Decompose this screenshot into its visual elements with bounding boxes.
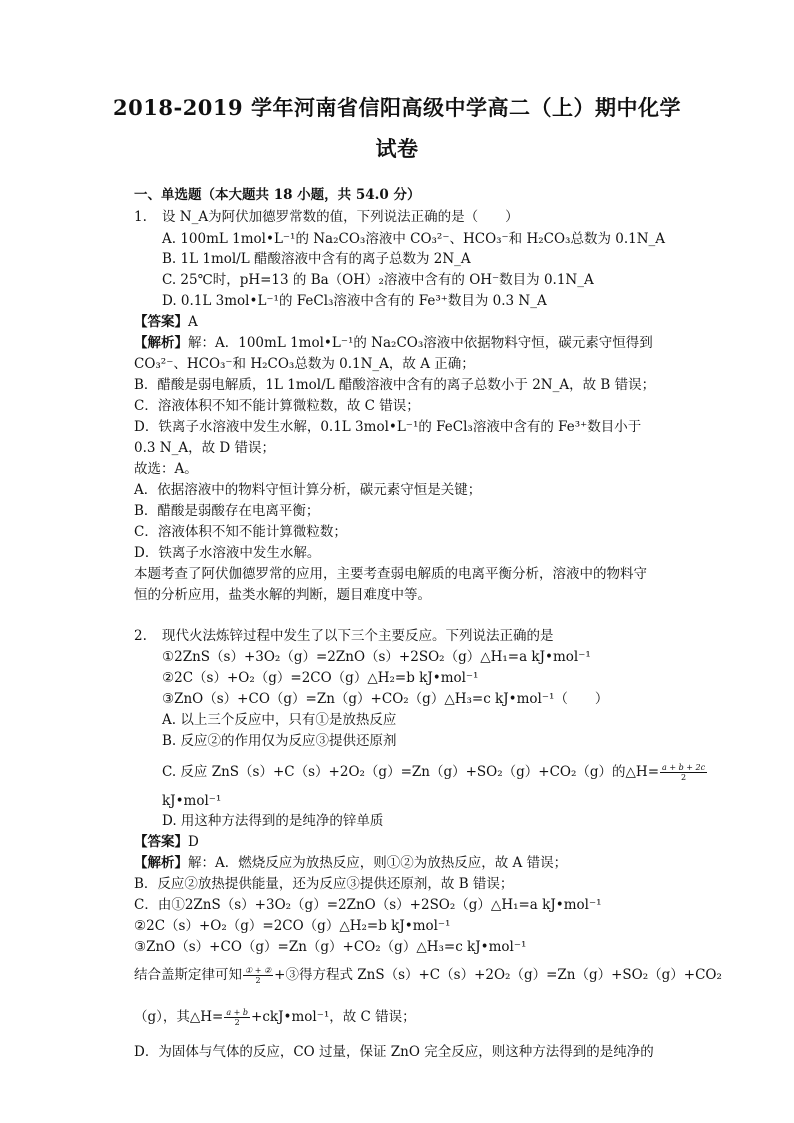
q2-option-d: D. 用这种方法得到的是纯净的锌单质 xyxy=(162,813,384,829)
q1-analysis-tag: 【解析】 xyxy=(134,335,188,351)
q2-reaction-2: ②2C（s）+O₂（g）=2CO（g）△H₂=b kJ•mol⁻¹ xyxy=(162,670,479,686)
fraction-denominator: 2 xyxy=(234,1018,240,1027)
document-title-line-1: 2018-2019 学年河南省信阳高级中学高二（上）期中化学 xyxy=(113,95,681,120)
q1-analysis-line-4: D．铁离子水溶液中发生水解，0.1L 3mol•L⁻¹的 FeCl₃溶液中含有的 Fe³⁺数目小于 xyxy=(134,419,642,435)
q1-option-c: C. 25℃时，pH=13 的 Ba（OH）₂溶液中含有的 OH⁻数目为 0.1N_A xyxy=(162,272,594,288)
q1-analysis-line-5: 0.3 N_A，故 D 错误； xyxy=(134,440,275,456)
q1-analysis-line-10: D．铁离子水溶液中发生水解。 xyxy=(134,545,321,561)
q2-option-b: B. 反应②的作用仅为反应③提供还原剂 xyxy=(162,733,397,749)
q2-analysis-text-7b: +ckJ•mol⁻¹，故 C 错误； xyxy=(251,1009,416,1025)
q1-analysis-line-0 xyxy=(134,334,653,352)
q2-stem: 现代火法炼锌过程中发生了以下三个主要反应。下列说法正确的是 xyxy=(162,628,554,644)
q1-analysis-line-11: 本题考查了阿伏伽德罗常的应用，主要考查弱电解质的电离平衡分析，溶液中的物料守 xyxy=(134,566,647,582)
section-heading: 一、单选题（本大题共 18 小题，共 54.0 分） xyxy=(134,187,421,203)
q2-reaction-1: ①2ZnS（s）+3O₂（g）=2ZnO（s）+2SO₂（g）△H₁=a kJ•mol⁻¹ xyxy=(162,649,591,665)
q2-analysis-fraction-2 xyxy=(224,1008,250,1027)
fraction-numerator: a + b xyxy=(226,1008,249,1017)
q1-analysis-line-3: C．溶液体积不知不能计算微粒数，故 C 错误； xyxy=(134,398,420,414)
q2-analysis-fraction-1 xyxy=(243,966,273,985)
q1-analysis-line-8: B．醋酸是弱酸存在电离平衡； xyxy=(134,503,320,519)
q2-answer-row xyxy=(134,833,199,851)
q2-analysis-text-6a: 结合盖斯定律可知 xyxy=(134,967,242,983)
q1-stem: 设 N_A为阿伏加德罗常数的值，下列说法正确的是（ ） xyxy=(162,209,519,225)
q2-analysis-line-2: B．反应②放热提供能量，还为反应③提供还原剂，故 B 错误； xyxy=(134,876,514,892)
q2-analysis-line-5: ③ZnO（s）+CO（g）=Zn（g）+CO₂（g）△H₃=c kJ•mol⁻¹ xyxy=(134,939,527,955)
fraction-numerator: a + b + 2c xyxy=(662,763,706,772)
q2-analysis-line-6 xyxy=(134,966,722,985)
q2-analysis-line-7 xyxy=(134,1008,416,1027)
document-title-line-2: 试卷 xyxy=(375,136,419,161)
q2-option-a: A. 以上三个反应中，只有①是放热反应 xyxy=(162,712,397,728)
q2-option-c-fraction xyxy=(660,763,707,782)
q1-analysis-line-6: 故选：A。 xyxy=(134,461,198,477)
q1-analysis-line-9: C．溶液体积不知不能计算微粒数； xyxy=(134,524,347,540)
q2-analysis-text-1: 解：A．燃烧反应为放热反应，则①②为放热反应，故 A 错误； xyxy=(188,855,568,871)
q2-reaction-3: ③ZnO（s）+CO（g）=Zn（g）+CO₂（g）△H₃=c kJ•mol⁻¹（ ） xyxy=(162,691,609,707)
q2-answer-tag: 【答案】 xyxy=(134,834,188,850)
q1-option-b: B. 1L 1mol/L 醋酸溶液中含有的离子总数为 2N_A xyxy=(162,251,471,267)
q2-analysis-line-4: ②2C（s）+O₂（g）=2CO（g）△H₂=b kJ•mol⁻¹ xyxy=(134,918,451,934)
q1-answer: A xyxy=(188,314,198,330)
q1-analysis-line-12: 恒的分析应用，盐类水解的判断，题目难度中等。 xyxy=(134,587,431,603)
q2-analysis-line-1 xyxy=(134,854,567,872)
q1-analysis-line-1: CO₃²⁻、HCO₃⁻和 H₂CO₃总数为 0.1N_A，故 A 正确； xyxy=(134,356,475,372)
q1-analysis-text-0: 解：A．100mL 1mol•L⁻¹的 Na₂CO₃溶液中依据物料守恒，碳元素守恒得到 xyxy=(188,335,653,351)
fraction-denominator: 2 xyxy=(255,976,261,985)
q2-analysis-line-8: D．为固体与气体的反应，CO 过量，保证 ZnO 完全反应，则这种方法得到的是纯净的 xyxy=(134,1044,654,1060)
q1-analysis-line-7: A．依据溶液中的物料守恒计算分析，碳元素守恒是关键； xyxy=(134,482,482,498)
q1-analysis-line-2: B．醋酸是弱电解质，1L 1mol/L 醋酸溶液中含有的离子总数小于 2N_A，故 B 错误； xyxy=(134,377,656,393)
q2-analysis-text-7a: （g），其△H= xyxy=(134,1009,224,1025)
q2-option-c-unit: kJ•mol⁻¹ xyxy=(162,793,222,809)
fraction-numerator: ① + ② xyxy=(245,966,272,975)
q1-option-d: D. 0.1L 3mol•L⁻¹的 FeCl₃溶液中含有的 Fe³⁺数目为 0.3 N_A xyxy=(162,293,547,309)
q2-analysis-line-3: C．由①2ZnS（s）+3O₂（g）=2ZnO（s）+2SO₂（g）△H₁=a kJ•mol⁻¹ xyxy=(134,897,602,913)
q1-option-a: A. 100mL 1mol•L⁻¹的 Na₂CO₃溶液中 CO₃²⁻、HCO₃⁻和 H₂CO₃总数为 0.1N_A xyxy=(162,231,666,247)
q1-answer-tag: 【答案】 xyxy=(134,314,188,330)
q2-analysis-text-6b: +③得方程式 ZnS（s）+C（s）+2O₂（g）=Zn（g）+SO₂（g）+CO₂ xyxy=(274,967,722,983)
fraction-denominator: 2 xyxy=(680,773,687,782)
q2-option-c xyxy=(162,763,708,782)
q2-number: 2. xyxy=(134,628,147,644)
q1-answer-row xyxy=(134,313,198,331)
q2-analysis-tag: 【解析】 xyxy=(134,855,188,871)
q1-number: 1. xyxy=(134,209,147,225)
q2-option-c-text: C. 反应 ZnS（s）+C（s）+2O₂（g）=Zn（g）+SO₂（g）+CO₂（g）的△H= xyxy=(162,764,660,780)
q2-answer: D xyxy=(188,834,199,850)
